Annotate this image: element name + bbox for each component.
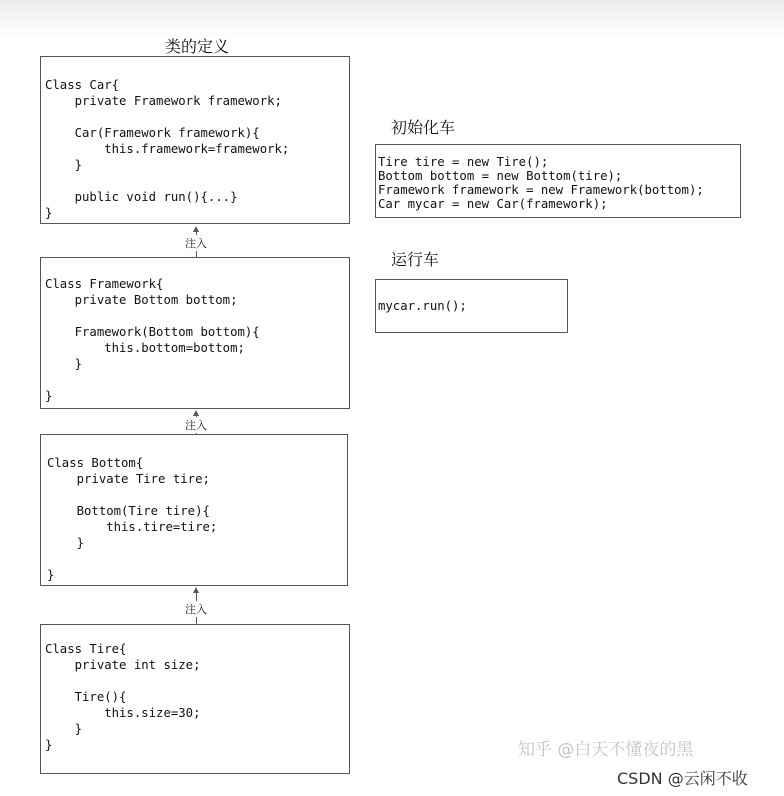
class-definition-heading: 类的定义 xyxy=(165,37,230,56)
inject-label: 注入 xyxy=(185,419,207,432)
framework-class-box xyxy=(40,257,350,409)
init-car-box xyxy=(375,144,741,218)
run-car-box xyxy=(375,279,568,333)
inject-label: 注入 xyxy=(185,237,207,250)
inject-label: 注入 xyxy=(185,603,207,616)
init-car-code: Tire tire = new Tire(); Bottom bottom = new Bottom(tire); Framework framework = new Framework(bottom); Car mycar = new Car(framework); xyxy=(378,155,704,211)
zhihu-watermark: 知乎 @白天不懂夜的黑 xyxy=(518,740,694,760)
bottom-class-code: Class Bottom{ private Tire tire; Bottom(Tire tire){ this.tire=tire; } } xyxy=(47,456,218,582)
car-class-box xyxy=(40,56,350,224)
car-class-code: Class Car{ private Framework framework; Car(Framework framework){ this.framework=framework; } public void run(){...} } xyxy=(45,78,290,220)
tire-class-code: Class Tire{ private int size; Tire(){ this.size=30; } } xyxy=(45,642,201,752)
tire-class-box xyxy=(40,624,350,774)
run-car-heading: 运行车 xyxy=(391,250,440,269)
framework-class-code: Class Framework{ private Bottom bottom; Framework(Bottom bottom){ this.bottom=bottom; } } xyxy=(45,277,260,403)
init-car-heading: 初始化车 xyxy=(391,118,456,137)
run-car-code: mycar.run(); xyxy=(378,299,467,313)
csdn-credit: CSDN @云闲不收 xyxy=(617,769,748,788)
top-shade xyxy=(0,0,784,40)
bottom-class-box xyxy=(40,434,348,586)
